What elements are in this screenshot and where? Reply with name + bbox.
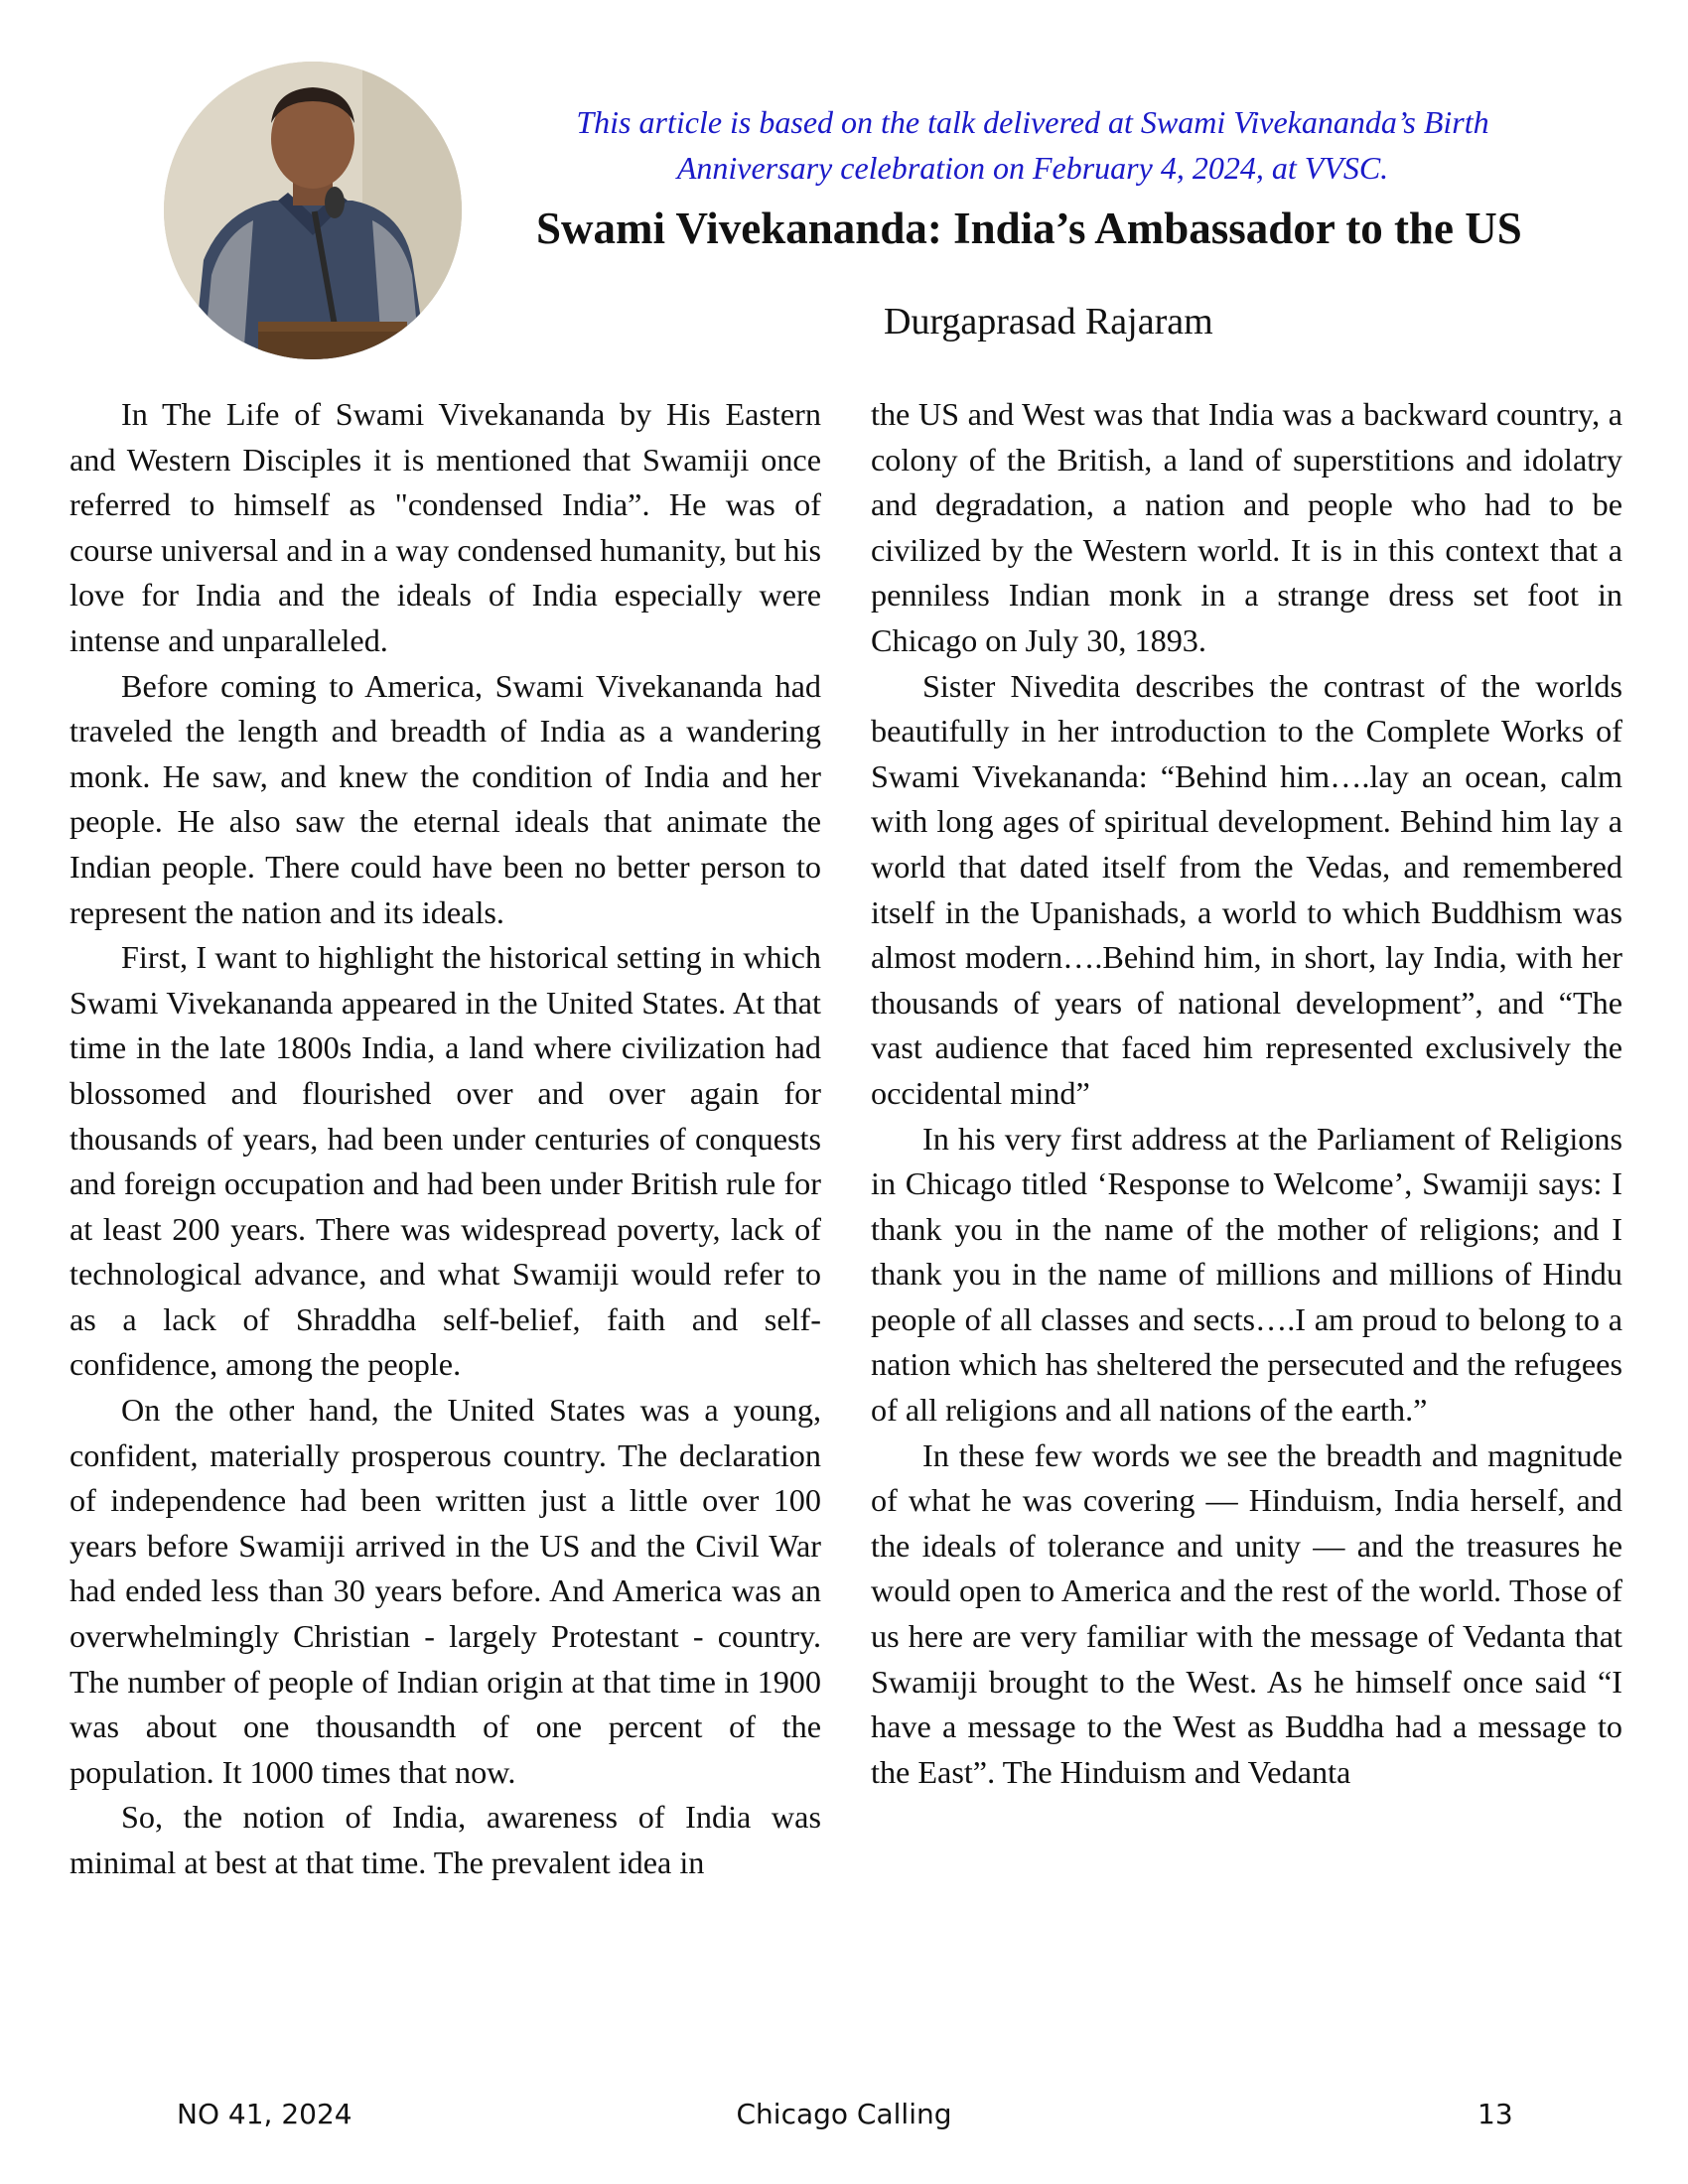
paragraph: Before coming to America, Swami Vivekananda had traveled the length and breadth of India as a wandering monk. He saw, and knew the condition of India and her people. He also saw the eternal ideals that animate the Indian people. There could have been no better person to represent the nation and its ideals. — [70, 667, 821, 930]
paragraph: In his very first address at the Parliament of Religions in Chicago titled ‘Response to Welcome’, Swamiji says: I thank you in the name of the mother of religions; and I thank you in the name of millions and millions of Hindu people of all classes and sects….I am proud to belong to a nation which has sheltered the persecuted and the refugees of all religions and all nations of the earth.” — [871, 1120, 1622, 1429]
speaker-photo-illustration — [164, 62, 462, 359]
article-title: Swami Vivekananda: India’s Ambassador to the US — [536, 204, 1522, 253]
paragraph: Sister Nivedita describes the contrast of the worlds beautifully in her introduction to the Complete Works of Swami Vivekananda: “Behind him….lay an ocean, calm with long ages of spiritual development. Behind him lay a world that dated itself from the Vedas, and remembered itself in the Upanishads, a world to which Buddhism was almost modern….Behind him, in short, lay India, with her thousands of years of national development”, and “The vast audience that faced him represented exclusively the occidental mind” — [871, 667, 1622, 1111]
footer-publication: Chicago Calling — [736, 2098, 952, 2130]
paragraph: So, the notion of India, awareness of India was minimal at best at that time. The prevalent idea in — [70, 1799, 821, 1880]
paragraph: On the other hand, the United States was a young, confident, materially prosperous country. The declaration of independence had been written just a little over 100 years before Swamiji arrived in the US and the Civil War had ended less than 30 years before. And America was an overwhelmingly Christian - largely Protestant - country. The number of people of Indian origin at that time in 1900 was about one thousandth of one percent of the population. It 1000 times that now. — [70, 1392, 821, 1790]
article-intro-note — [467, 99, 1599, 191]
left-column — [70, 392, 821, 1886]
paragraph: First, I want to highlight the historical setting in which Swami Vivekananda appeared in the United States. At that time in the late 1800s India, a land where civilization had blossomed and flourished over and over again for thousands of years, had been under centuries of conquests and foreign occupation and had been under British rule for at least 200 years. There was widespread poverty, lack of technological advance, and what Swamiji would refer to as a lack of Shraddha self-belief, faith and self-confidence, among the people. — [70, 939, 821, 1383]
intro-line-1: This article is based on the talk delivered at Swami Vivekananda’s Birth — [576, 104, 1489, 140]
footer-page-number: 13 — [1477, 2098, 1513, 2130]
intro-line-2: Anniversary celebration on February 4, 2024, at VVSC. — [676, 150, 1389, 186]
right-column — [871, 392, 1622, 1795]
author-photo — [164, 62, 462, 359]
paragraph: In these few words we see the breadth and magnitude of what he was covering — Hinduism, India herself, and the ideals of tolerance and unity — and the treasures he would open to America and the rest of the world. Those of us here are very familiar with the message of Vedanta that Swamiji brought to the West. As he himself once said “I have a message to the West as Buddha had a message to the East”. The Hinduism and Vedanta — [871, 1436, 1622, 1790]
paragraph-continued: the US and West was that India was a backward country, a colony of the British, a land of superstitions and idolatry and degradation, a nation and people who had to be civilized by the Western world. It is in this context that a penniless Indian monk in a strange dress set foot in Chicago on July 30, 1893. — [871, 396, 1622, 658]
footer-issue: NO 41, 2024 — [177, 2098, 352, 2130]
paragraph: In The Life of Swami Vivekananda by His Eastern and Western Disciples it is mentioned that Swamiji once referred to himself as "condensed India”. He was of course universal and in a way condensed humanity, but his love for India and the ideals of India especially were intense and unparalleled. — [70, 396, 821, 658]
article-author: Durgaprasad Rajaram — [884, 301, 1213, 342]
